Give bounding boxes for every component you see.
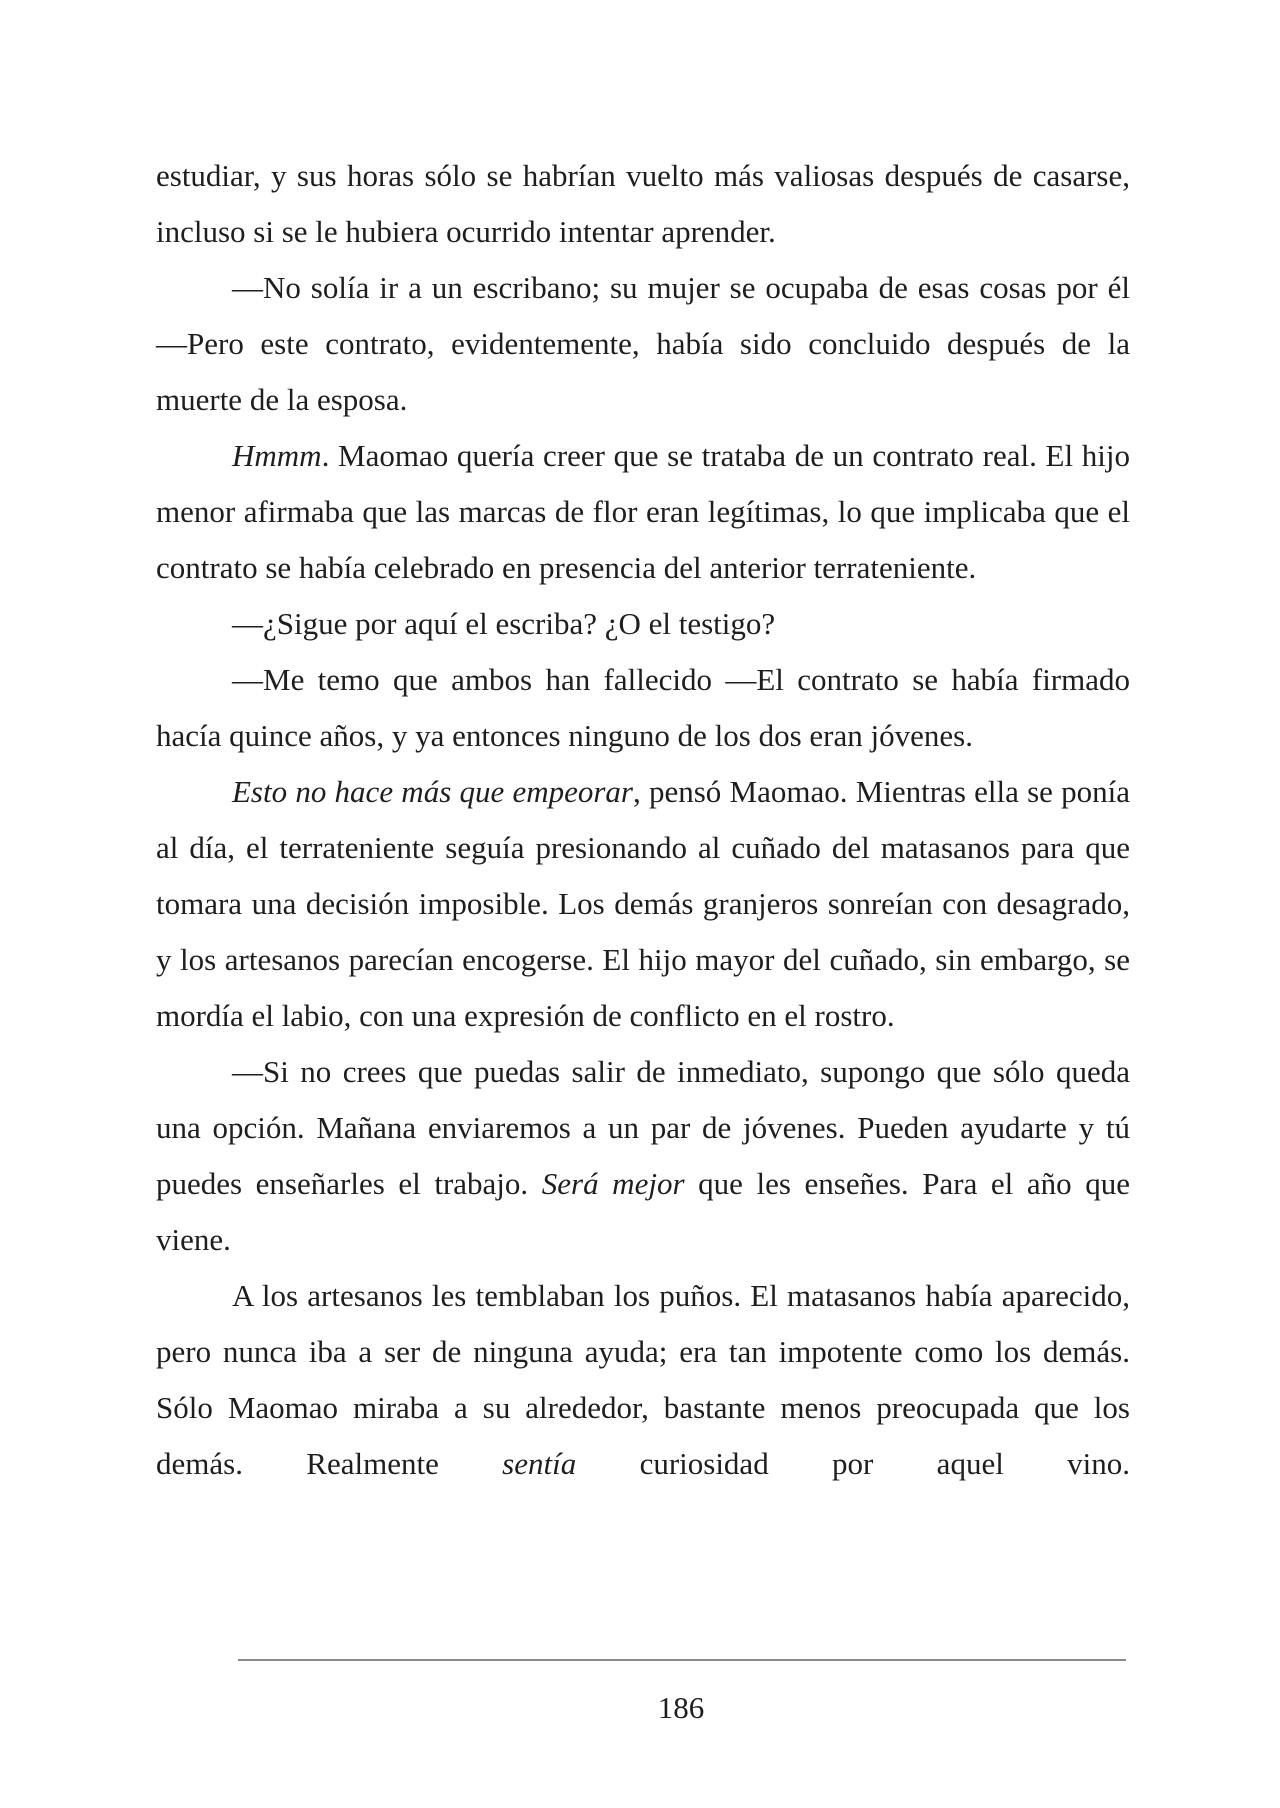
italic-text-run: Hmmm	[232, 438, 322, 473]
footer-divider	[238, 1659, 1126, 1661]
text-run: —¿Sigue por aquí el escriba? ¿O el testigo?	[232, 606, 776, 641]
italic-text-run: Será mejor	[541, 1166, 685, 1201]
paragraph	[156, 148, 1130, 260]
page-number: 186	[657, 1690, 705, 1725]
body-text	[156, 148, 1130, 1492]
text-run: . Maomao quería creer que se trataba de un contrato real. El hijo menor afirmaba que las marcas de flor eran legítimas, lo que implicaba que el contrato se había celebrado en presencia del anterior terrateniente.	[156, 438, 1130, 585]
italic-text-run: Esto no hace más que empeorar	[232, 774, 633, 809]
text-run: A los artesanos les temblaban los puños. El matasanos había aparecido, pero nunca iba a ser de ninguna ayuda; era tan impotente como los demás. Sólo Maomao miraba a su alrededor, bastante menos preocupada que los demás. Realmente	[156, 1278, 1130, 1481]
text-run: —Si no crees que puedas salir de inmediato, supongo que sólo queda una opción. Mañana enviaremos a un par de jóvenes. Pueden ayudarte y tú puedes enseñarles el trabajo.	[156, 1054, 1130, 1201]
paragraph	[156, 764, 1130, 1044]
text-run: —Me temo que ambos han fallecido —El contrato se había firmado hacía quince años, y ya entonces ninguno de los dos eran jóvenes.	[156, 662, 1130, 753]
italic-text-run: sentía	[502, 1446, 577, 1481]
paragraph	[156, 1044, 1130, 1268]
text-run: —No solía ir a un escribano; su mujer se ocupaba de esas cosas por él —Pero este contrato, evidentemente, había sido concluido después de la muerte de la esposa.	[156, 270, 1130, 417]
text-run: estudiar, y sus horas sólo se habrían vuelto más valiosas después de casarse, incluso si se le hubiera ocurrido intentar aprender.	[156, 158, 1130, 249]
text-run: que les enseñes. Para el año que viene.	[156, 1166, 1131, 1257]
paragraph	[156, 652, 1130, 764]
paragraph	[156, 596, 1130, 652]
paragraph	[156, 260, 1130, 428]
paragraph	[156, 1268, 1130, 1492]
text-run: , pensó Maomao. Mientras ella se ponía al día, el terrateniente seguía presionando al cuñado del matasanos para que tomara una decisión imposible. Los demás granjeros sonreían con desagrado, y los artesanos parecían encogerse. El hijo mayor del cuñado, sin embargo, se mordía el labio, con una expresión de conflicto en el rostro.	[156, 774, 1130, 1033]
paragraph	[156, 428, 1130, 596]
text-run: curiosidad por aquel vino.	[576, 1446, 1131, 1481]
